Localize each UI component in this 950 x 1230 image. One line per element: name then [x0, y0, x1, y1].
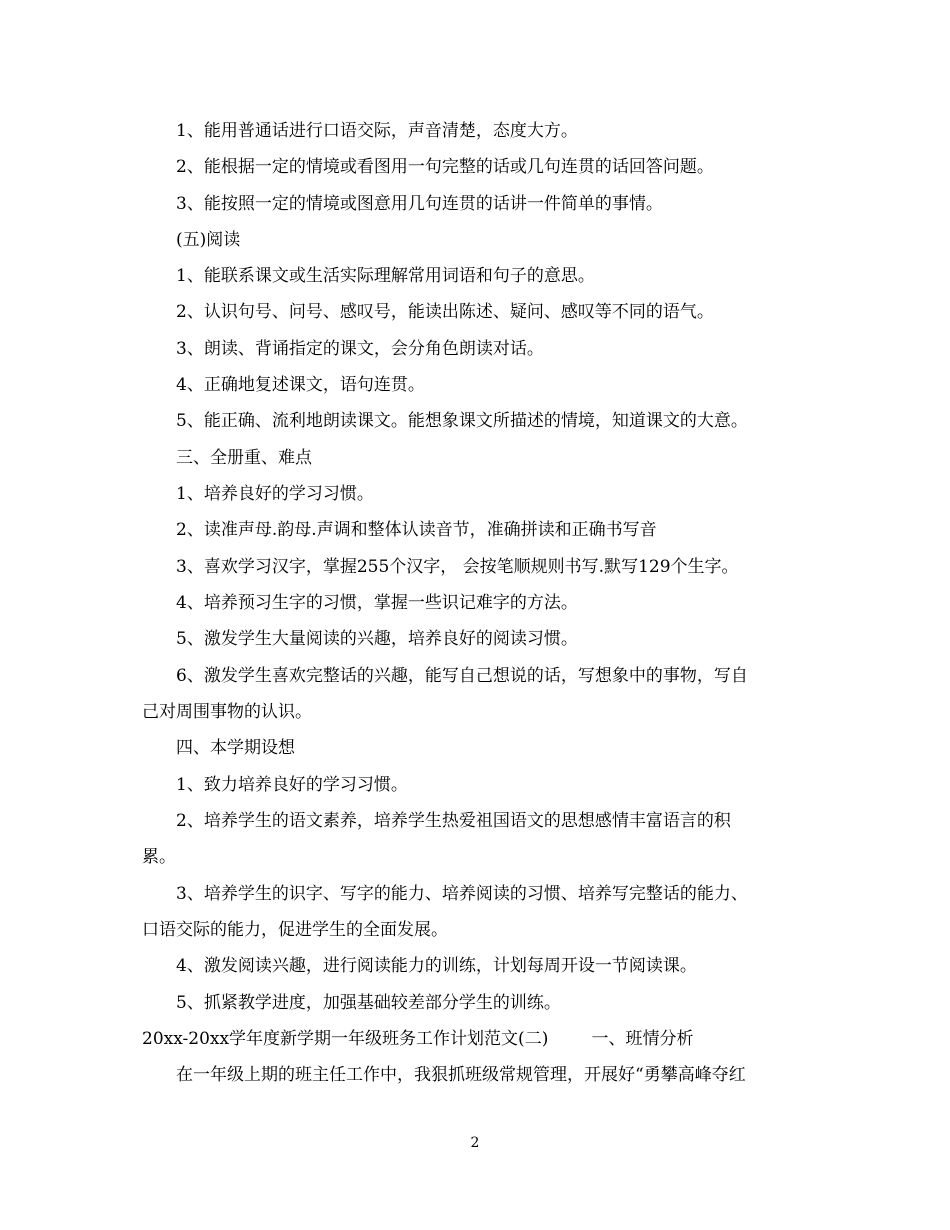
section-heading: 三、全册重、难点	[176, 448, 312, 468]
paragraph-line: 2、读准声母.韵母.声调和整体认读音节，准确拼读和正确书写音	[176, 520, 657, 540]
paragraph-line: 1、能联系课文或生活实际理解常用词语和句子的意思。	[176, 266, 595, 286]
paragraph-line: 累。	[142, 847, 176, 867]
paragraph-line: 口语交际的能力，促进学生的全面发展。	[142, 920, 448, 940]
paragraph-line: 3、喜欢学习汉字，掌握255个汉字， 会按笔顺规则书写.默写129个生字。	[176, 557, 739, 577]
page-number: 2	[470, 1135, 480, 1151]
paragraph-line: 己对周围事物的认识。	[142, 702, 312, 722]
paragraph-line: 1、能用普通话进行口语交际，声音清楚，态度大方。	[176, 121, 578, 141]
section-heading: 四、本学期设想	[176, 738, 295, 758]
paragraph-line: 在一年级上期的班主任工作中，我狠抓班级常规管理，开展好“勇攀高峰夺红	[176, 1065, 746, 1085]
section-heading: (五)阅读	[176, 230, 241, 250]
paragraph-line: 5、能正确、流利地朗读课文。能想象课文所描述的情境，知道课文的大意。	[176, 411, 748, 431]
paragraph-line: 4、正确地复述课文，语句连贯。	[176, 375, 425, 395]
paragraph-line: 5、抓紧教学进度，加强基础较差部分学生的训练。	[176, 993, 561, 1013]
paragraph-line: 1、致力培养良好的学习习惯。	[176, 775, 408, 795]
paragraph-line: 2、能根据一定的情境或看图用一句完整的话或几句连贯的话回答问题。	[176, 157, 714, 177]
paragraph-line: 2、培养学生的语文素养，培养学生热爱祖国语文的思想感情丰富语言的积	[176, 811, 731, 831]
document-title-line: 20xx-20xx学年度新学期一年级班务工作计划范文(二) 一、班情分析	[142, 1029, 694, 1049]
paragraph-line: 3、能按照一定的情境或图意用几句连贯的话讲一件简单的事情。	[176, 194, 663, 214]
paragraph-line: 4、培养预习生字的习惯，掌握一些识记难字的方法。	[176, 593, 578, 613]
paragraph-line: 2、认识句号、问号、感叹号，能读出陈述、疑问、感叹等不同的语气。	[176, 302, 714, 322]
paragraph-line: 5、激发学生大量阅读的兴趣，培养良好的阅读习惯。	[176, 629, 578, 649]
paragraph-line: 6、激发学生喜欢完整话的兴趣，能写自己想说的话，写想象中的事物，写自	[176, 666, 748, 686]
paragraph-line: 3、朗读、背诵指定的课文，会分角色朗读对话。	[176, 339, 544, 359]
paragraph-line: 3、培养学生的识字、写字的能力、培养阅读的习惯、培养写完整话的能力、	[176, 884, 748, 904]
paragraph-line: 4、激发阅读兴趣，进行阅读能力的训练，计划每周开设一节阅读课。	[176, 956, 697, 976]
paragraph-line: 1、培养良好的学习习惯。	[176, 484, 374, 504]
